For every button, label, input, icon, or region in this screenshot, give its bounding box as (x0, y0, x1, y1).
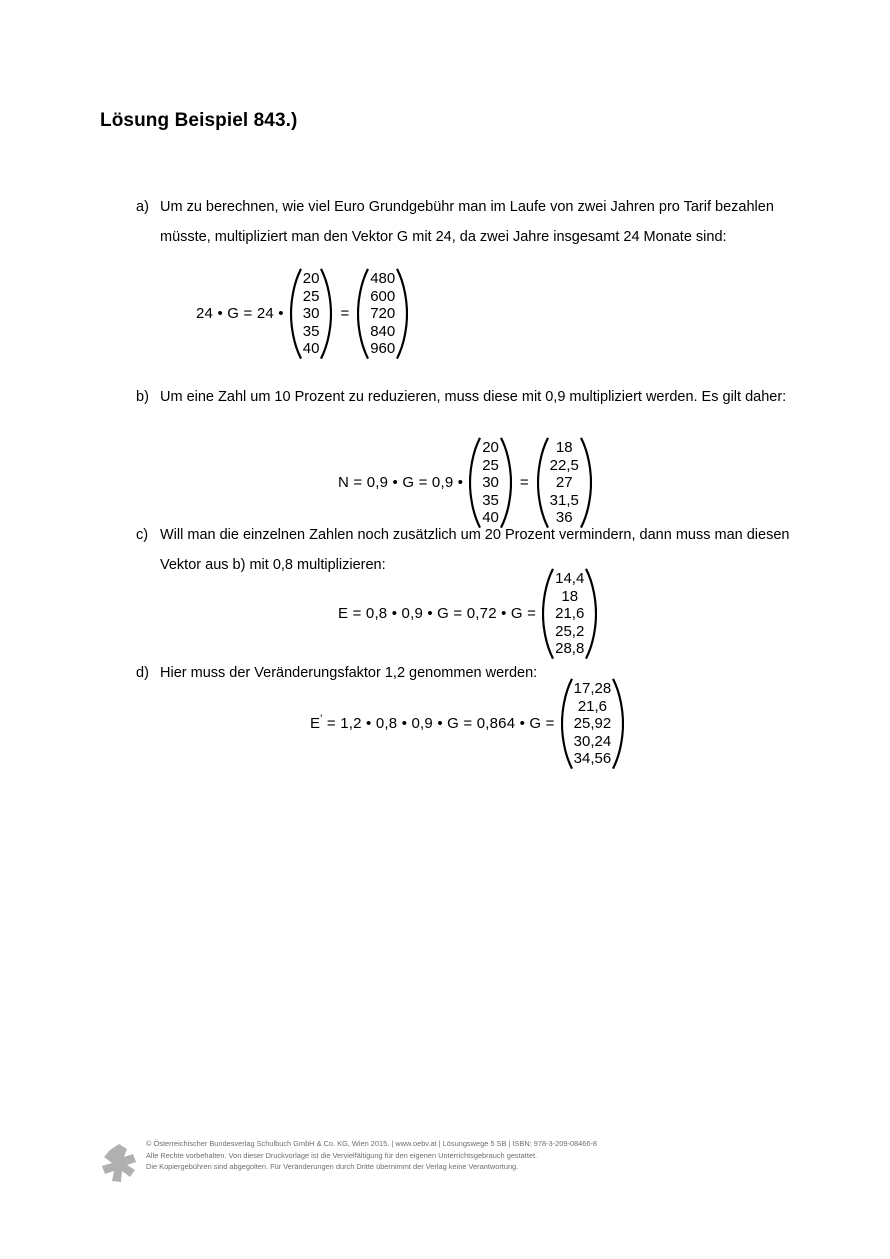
section-a-text: Um zu berechnen, wie viel Euro Grundgebühr man im Laufe von zwei Jahren pro Tarif bezahlen müsste, multipliziert man den Vektor G mit 24, da zwei Jahre insgesamt 24 Monate sind: (160, 199, 774, 245)
vector-cell: 30 (482, 474, 499, 491)
left-paren-icon (537, 437, 549, 529)
equation-b (338, 437, 592, 529)
vector-cell: 25,2 (555, 622, 585, 640)
section-a-label: a) (136, 199, 149, 215)
equation-c-result-values (555, 570, 584, 658)
vector-cell: 20 (482, 439, 499, 456)
equation-c-lhs: E = 0,8 • 0,9 • G = 0,72 • G = (338, 605, 537, 623)
right-paren-icon (320, 268, 332, 360)
equation-a-equals: = (340, 305, 350, 323)
page-footer (100, 1138, 820, 1188)
equation-b-operand-vector (469, 437, 512, 529)
equation-d-expression: = 1,2 • 0,8 • 0,9 • G = 0,864 • G = (326, 715, 555, 733)
section-b-label: b) (136, 389, 149, 405)
equation-a (196, 268, 408, 360)
section-a (136, 192, 796, 252)
vector-cell: 18 (555, 439, 573, 456)
right-paren-icon (580, 437, 592, 529)
equation-a-lhs: 24 • G = 24 • (196, 305, 284, 323)
equation-a-result-values (370, 270, 395, 358)
vector-cell: 27 (555, 474, 573, 491)
vector-cell: 34,56 (573, 750, 612, 767)
equation-b-result-values (550, 439, 579, 527)
left-paren-icon (542, 568, 554, 660)
equation-c-result-vector (542, 568, 597, 660)
vector-cell: 31,5 (549, 491, 579, 509)
equation-b-equals: = (519, 474, 529, 492)
paragraph-a (136, 192, 796, 252)
equation-a-operand-vector (290, 268, 333, 360)
footer-line: © Österreichischer Bundesverlag Schulbuch GmbH & Co. KG, Wien 2015. | www.oebv.at | Lösungswege 5 SB | ISBN: 978-3-209-08466-8 (146, 1139, 598, 1148)
vector-cell: 25 (482, 456, 499, 474)
vector-cell: 960 (370, 340, 396, 357)
left-paren-icon (561, 678, 573, 770)
vector-cell: 35 (482, 491, 499, 509)
equation-b-result-vector (537, 437, 592, 529)
prime-icon: ' (320, 713, 323, 726)
right-paren-icon (585, 568, 597, 660)
section-b-text: Um eine Zahl um 10 Prozent zu reduzieren, muss diese mit 0,9 multipliziert werden. Es gilt daher: (160, 389, 787, 405)
equation-a-result-vector (357, 268, 408, 360)
oebv-star-logo-icon (100, 1142, 142, 1188)
left-paren-icon (469, 437, 481, 529)
page-title: Lösung Beispiel 843.) (100, 110, 298, 131)
right-paren-icon (500, 437, 512, 529)
vector-cell: 14,4 (555, 570, 585, 587)
vector-cell: 25,92 (573, 715, 612, 732)
vector-cell: 40 (482, 509, 499, 526)
equation-a-operand-values (303, 270, 320, 358)
vector-cell: 30,24 (573, 732, 612, 750)
vector-cell: 18 (561, 587, 579, 605)
vector-cell: 21,6 (555, 605, 585, 622)
section-c-text: Will man die einzelnen Zahlen noch zusätzlich um 20 Prozent vermindern, dann muss man diesen Vektor aus b) mit 0,8 multiplizieren: (160, 527, 790, 573)
vector-cell: 21,6 (577, 697, 608, 715)
vector-cell: 840 (370, 322, 396, 340)
equation-c (338, 568, 597, 660)
section-b (136, 382, 796, 412)
vector-cell: 28,8 (555, 640, 585, 657)
vector-cell: 30 (302, 305, 320, 322)
vector-cell: 720 (370, 305, 396, 322)
vector-cell: 600 (370, 287, 396, 305)
section-c-label: c) (136, 527, 149, 543)
right-paren-icon (612, 678, 624, 770)
equation-b-operand-values (482, 439, 499, 527)
vector-cell: 480 (370, 270, 396, 287)
vector-cell: 35 (302, 322, 320, 340)
section-d-label: d) (136, 665, 149, 681)
vector-cell: 36 (555, 509, 573, 526)
right-paren-icon (396, 268, 408, 360)
vector-cell: 40 (302, 340, 320, 357)
paragraph-b (136, 382, 796, 412)
equation-d (310, 678, 624, 770)
equation-d-symbol: E (310, 715, 321, 733)
vector-cell: 25 (302, 287, 320, 305)
vector-cell: 20 (302, 270, 320, 287)
equation-d-lhs (310, 715, 561, 732)
equation-d-result-values (574, 680, 612, 768)
left-paren-icon (290, 268, 302, 360)
equation-d-result-vector (561, 678, 625, 770)
left-paren-icon (357, 268, 369, 360)
equation-b-lhs: N = 0,9 • G = 0,9 • (338, 474, 464, 492)
section-d-text: Hier muss der Veränderungsfaktor 1,2 genommen werden: (160, 665, 538, 681)
footer-line: Die Kopiergebühren sind abgegolten. Für Veränderungen durch Dritte übernimmt der Verlag keine Verantwortung. (146, 1162, 519, 1172)
footer-line: Alle Rechte vorbehalten. Von dieser Druckvorlage ist die Vervielfältigung für den eigenen Unterrichtsgebrauch gestattet. (146, 1150, 538, 1160)
vector-cell: 17,28 (573, 680, 612, 697)
footer-copyright (146, 1138, 597, 1173)
vector-cell: 22,5 (549, 456, 579, 474)
